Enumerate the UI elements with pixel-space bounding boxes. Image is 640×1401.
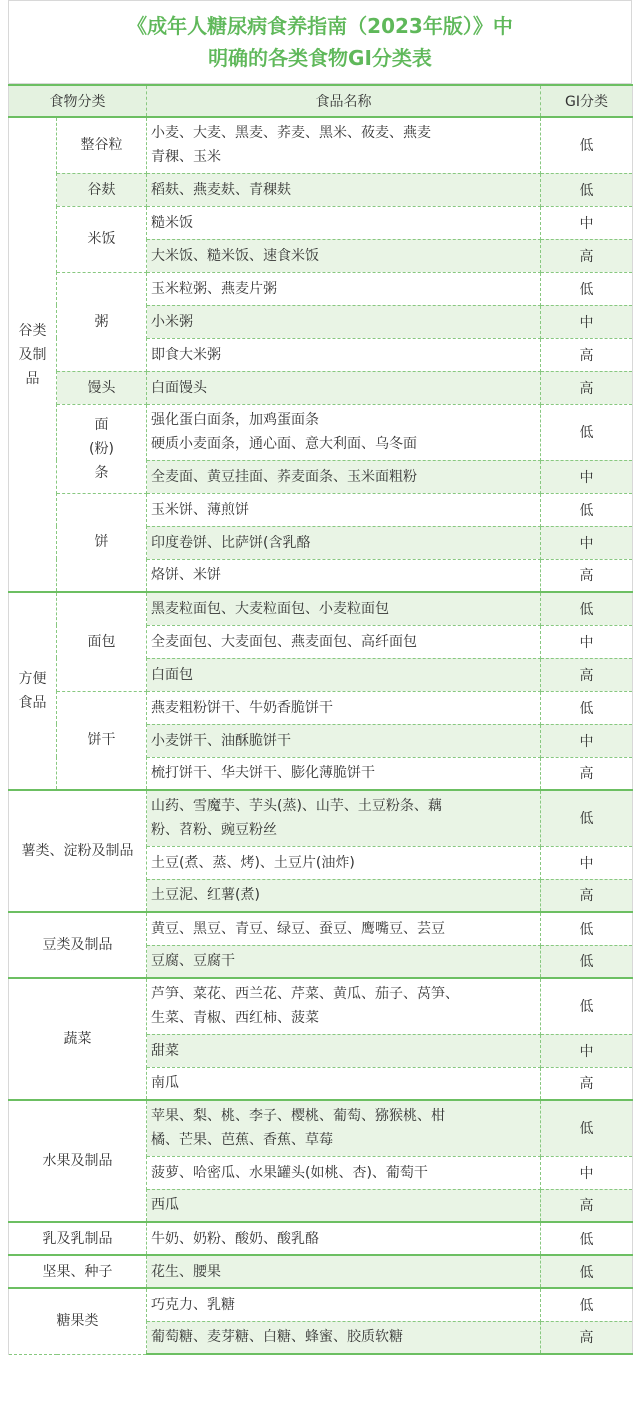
subcategory-cell: 面 (粉) 条 [57,404,147,493]
gi-cell: 低 [541,493,633,526]
subcategory-cell: 饼 [57,493,147,592]
category-cell: 坚果、种子 [9,1255,147,1288]
food-cell: 黑麦粒面包、大麦粒面包、小麦粒面包 [147,592,541,625]
title-line-1: 《成年人糖尿病食养指南（2023年版）》中 [127,14,513,38]
food-cell: 菠萝、哈密瓜、水果罐头(如桃、杏)、葡萄干 [147,1156,541,1189]
gi-cell: 低 [541,1255,633,1288]
header-gi: GI分类 [541,85,633,117]
gi-cell: 低 [541,790,633,846]
gi-cell: 低 [541,912,633,945]
page-title [8,0,632,84]
gi-cell: 高 [541,338,633,371]
gi-cell: 低 [541,691,633,724]
gi-cell: 高 [541,239,633,272]
food-cell: 牛奶、奶粉、酸奶、酸乳酪 [147,1222,541,1255]
table-row [9,272,633,305]
food-cell: 苹果、梨、桃、李子、樱桃、葡萄、猕猴桃、柑 橘、芒果、芭蕉、香蕉、草莓 [147,1100,541,1156]
gi-cell: 高 [541,757,633,790]
table-row [9,1222,633,1255]
table-row [9,1255,633,1288]
category-cell: 蔬菜 [9,978,147,1100]
gi-cell: 高 [541,1189,633,1222]
food-cell: 黄豆、黑豆、青豆、绿豆、蚕豆、鹰嘴豆、芸豆 [147,912,541,945]
gi-cell: 高 [541,1321,633,1354]
food-cell: 大米饭、糙米饭、速食米饭 [147,239,541,272]
food-cell: 糙米饭 [147,206,541,239]
food-cell: 强化蛋白面条，加鸡蛋面条 硬质小麦面条，通心面、意大利面、乌冬面 [147,404,541,460]
table-header-row [9,85,633,117]
table-row [9,206,633,239]
food-cell: 玉米粒粥、燕麦片粥 [147,272,541,305]
category-cell: 谷类 及制品 [9,117,57,592]
gi-cell: 低 [541,1288,633,1321]
gi-cell: 低 [541,1222,633,1255]
food-cell: 小麦饼干、油酥脆饼干 [147,724,541,757]
gi-cell: 中 [541,526,633,559]
gi-cell: 中 [541,1034,633,1067]
food-cell: 小麦、大麦、黑麦、荞麦、黑米、莜麦、燕麦 青稞、玉米 [147,117,541,173]
table-row [9,117,633,173]
table-row [9,592,633,625]
gi-table [8,84,633,1355]
category-cell: 糖果类 [9,1288,147,1354]
gi-cell: 高 [541,658,633,691]
title-line-2: 明确的各类食物GI分类表 [208,46,432,70]
gi-cell: 低 [541,1100,633,1156]
food-cell: 全麦面包、大麦面包、燕麦面包、高纤面包 [147,625,541,658]
gi-cell: 低 [541,978,633,1034]
table-row [9,790,633,846]
gi-cell: 高 [541,879,633,912]
gi-cell: 低 [541,592,633,625]
table-row [9,691,633,724]
header-food: 食品名称 [147,85,541,117]
table-row [9,371,633,404]
food-cell: 小米粥 [147,305,541,338]
gi-cell: 中 [541,724,633,757]
gi-cell: 低 [541,173,633,206]
subcategory-cell: 谷麸 [57,173,147,206]
food-cell: 即食大米粥 [147,338,541,371]
food-cell: 稻麸、燕麦麸、青稞麸 [147,173,541,206]
gi-cell: 中 [541,305,633,338]
table-row [9,404,633,460]
table-row [9,1288,633,1321]
subcategory-cell: 饼干 [57,691,147,790]
category-cell: 乳及乳制品 [9,1222,147,1255]
gi-cell: 高 [541,1067,633,1100]
subcategory-cell: 米饭 [57,206,147,272]
gi-cell: 中 [541,206,633,239]
table-row [9,1100,633,1156]
subcategory-cell: 馒头 [57,371,147,404]
category-cell: 水果及制品 [9,1100,147,1222]
gi-cell: 中 [541,1156,633,1189]
subcategory-cell: 整谷粒 [57,117,147,173]
category-cell: 豆类及制品 [9,912,147,978]
gi-cell: 低 [541,404,633,460]
food-cell: 白面包 [147,658,541,691]
gi-cell: 低 [541,945,633,978]
gi-cell: 低 [541,117,633,173]
food-cell: 甜菜 [147,1034,541,1067]
gi-cell: 中 [541,625,633,658]
food-cell: 土豆泥、红薯(煮) [147,879,541,912]
table-row [9,173,633,206]
food-cell: 巧克力、乳糖 [147,1288,541,1321]
food-cell: 山药、雪魔芋、芋头(蒸)、山芋、土豆粉条、藕 粉、苕粉、豌豆粉丝 [147,790,541,846]
subcategory-cell: 粥 [57,272,147,371]
food-cell: 土豆(煮、蒸、烤)、土豆片(油炸) [147,846,541,879]
food-cell: 全麦面、黄豆挂面、荞麦面条、玉米面粗粉 [147,460,541,493]
category-cell: 薯类、淀粉及制品 [9,790,147,912]
table-body [9,117,633,1354]
subcategory-cell: 面包 [57,592,147,691]
food-cell: 印度卷饼、比萨饼(含乳酪 [147,526,541,559]
gi-cell: 中 [541,846,633,879]
food-cell: 芦笋、菜花、西兰花、芹菜、黄瓜、茄子、莴笋、 生菜、青椒、西红柿、菠菜 [147,978,541,1034]
food-cell: 花生、腰果 [147,1255,541,1288]
category-cell: 方便 食品 [9,592,57,790]
food-cell: 燕麦粗粉饼干、牛奶香脆饼干 [147,691,541,724]
gi-cell: 低 [541,272,633,305]
gi-cell: 中 [541,460,633,493]
food-cell: 豆腐、豆腐干 [147,945,541,978]
header-category: 食物分类 [9,85,147,117]
food-cell: 葡萄糖、麦芽糖、白糖、蜂蜜、胶质软糖 [147,1321,541,1354]
gi-cell: 高 [541,371,633,404]
food-cell: 梳打饼干、华夫饼干、膨化薄脆饼干 [147,757,541,790]
table-row [9,978,633,1034]
food-cell: 西瓜 [147,1189,541,1222]
gi-cell: 高 [541,559,633,592]
food-cell: 烙饼、米饼 [147,559,541,592]
table-row [9,912,633,945]
food-cell: 南瓜 [147,1067,541,1100]
table-row [9,493,633,526]
food-cell: 玉米饼、薄煎饼 [147,493,541,526]
food-cell: 白面馒头 [147,371,541,404]
